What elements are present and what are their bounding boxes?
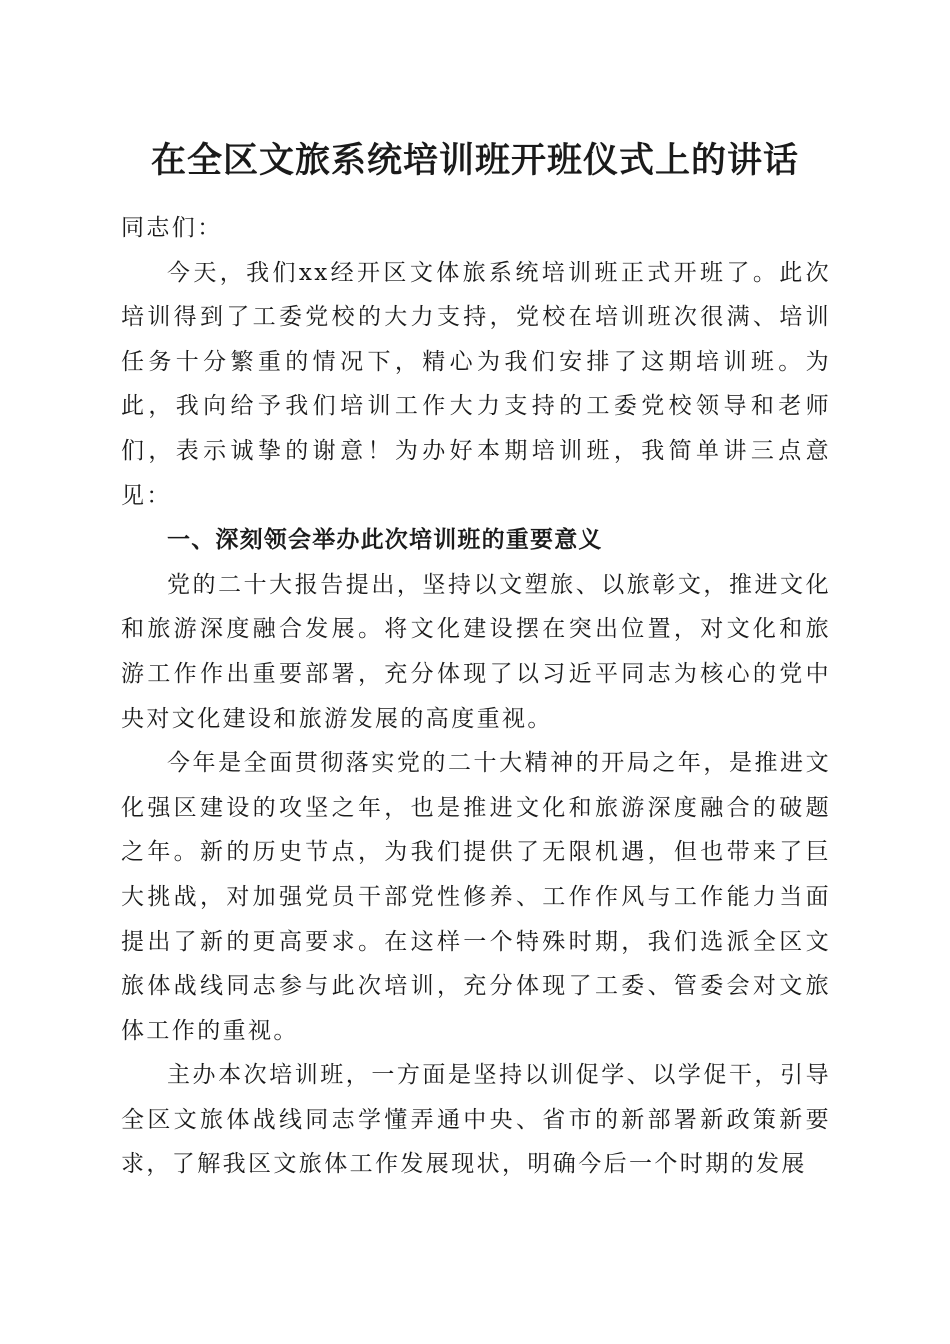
- opening-paragraph: 今天，我们xx经开区文体旅系统培训班正式开班了。此次培训得到了工委党校的大力支持，党校在培训班次很满、培训任务十分繁重的情况下，精心为我们安排了这期培训班。为此，我向给予我们培训工作大力支持的工委党校领导和老师们，表示诚挚的谢意！为办好本期培训班，我简单讲三点意见：: [121, 259, 831, 509]
- salutation: 同志们：: [121, 215, 223, 241]
- section-heading: 一、深刻领会举办此次培训班的重要意义: [167, 527, 603, 554]
- section-paragraph: 今年是全面贯彻落实党的二十大精神的开局之年，是推进文化强区建设的攻坚之年，也是推进文化和旅游深度融合的破题之年。新的历史节点，为我们提供了无限机遇，但也带来了巨大挑战，对加强党员干部党性修养、工作作风与工作能力当面提出了新的更高要求。在这样一个特殊时期，我们选派全区文旅体战线同志参与此次培训，充分体现了工委、管委会对文旅体工作的重视。: [121, 750, 831, 1044]
- document-title: 在全区文旅系统培训班开班仪式上的讲话: [150, 140, 799, 181]
- section-paragraph: 党的二十大报告提出，坚持以文塑旅、以旅彰文，推进文化和旅游深度融合发展。将文化建设摆在突出位置，对文化和旅游工作作出重要部署，充分体现了以习近平同志为核心的党中央对文化建设和旅游发展的高度重视。: [121, 571, 831, 732]
- document-body: [121, 206, 831, 1187]
- section-paragraph: 主办本次培训班，一方面是坚持以训促学、以学促干，引导全区文旅体战线同志学懂弄通中央、省市的新部署新政策新要求，了解我区文旅体工作发展现状，明确今后一个时期的发展: [121, 1062, 831, 1178]
